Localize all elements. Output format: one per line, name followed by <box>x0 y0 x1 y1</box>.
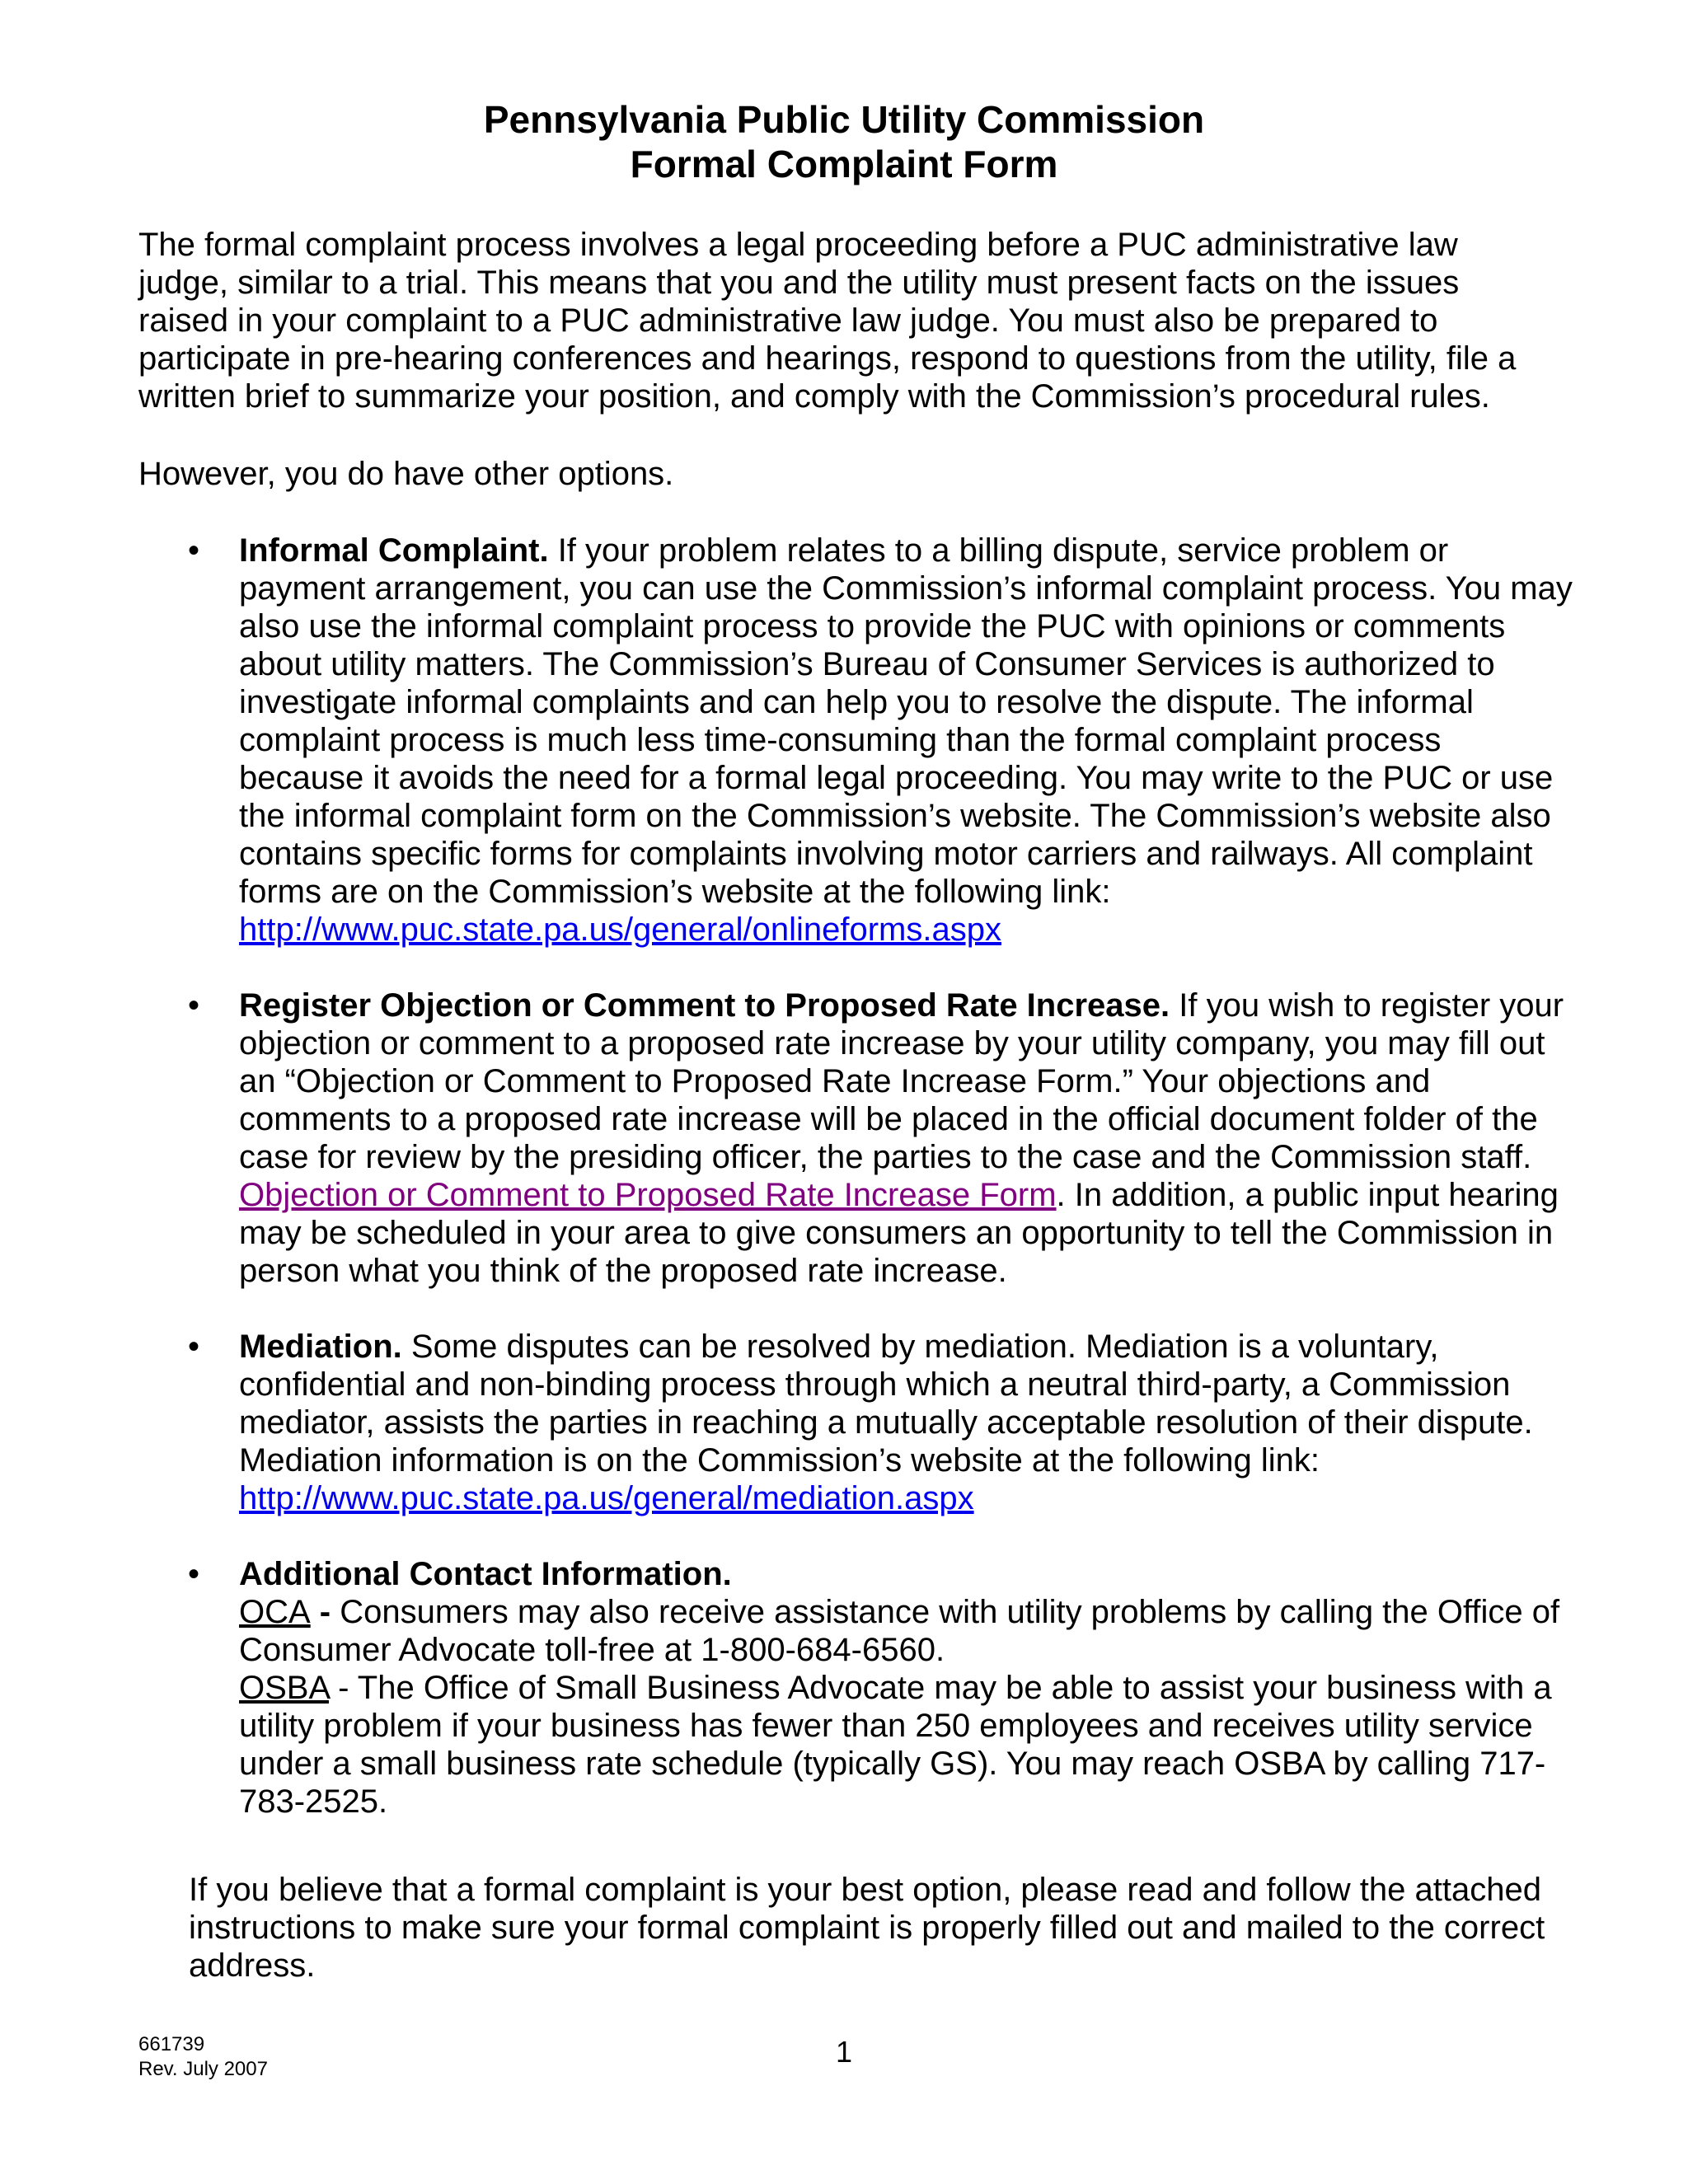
online-forms-link[interactable]: http://www.puc.state.pa.us/general/onlineforms.aspx <box>239 912 1001 948</box>
objection-form-link[interactable]: Objection or Comment to Proposed Rate Increase Form <box>239 1177 1057 1213</box>
mediation-text: Some disputes can be resolved by mediation. Mediation is a voluntary, confidential and non-binding process through which a neutral third-party, a Commission mediator, assists the parties in reaching a mutually acceptable resolution of their dispute. Mediation information is on the Commission’s website at the following link: <box>239 1329 1533 1479</box>
bullet-icon: • <box>188 532 200 569</box>
closing-paragraph: If you believe that a formal complaint is your best option, please read and follow the attached instructions to make sure your formal complaint is properly filled out and mailed to the correct address. <box>189 1872 1545 1984</box>
form-number: 661739 <box>138 2033 205 2055</box>
page-number: 1 <box>835 2035 853 2069</box>
mediation-heading: Mediation. <box>239 1329 402 1365</box>
mediation-link[interactable]: http://www.puc.state.pa.us/general/mediation.aspx <box>239 1480 974 1516</box>
options-list <box>138 532 1573 1858</box>
contact-heading: Additional Contact Information. <box>239 1556 732 1592</box>
title-line-2: Formal Complaint Form <box>630 143 1058 185</box>
bullet-mediation <box>138 1328 1573 1517</box>
bullet-additional-contact <box>138 1555 1573 1821</box>
bullet-icon: • <box>188 987 200 1024</box>
objection-heading: Register Objection or Comment to Proposed Rate Increase. <box>239 987 1170 1024</box>
bullet-icon: • <box>188 1329 200 1365</box>
title-line-1: Pennsylvania Public Utility Commission <box>483 98 1205 141</box>
objection-text-before: If you wish to register your objection or comment to a proposed rate increase by your utility company, you may fill out an “Objection or Comment to Proposed Rate Increase Form.” Your objections and comments to a proposed rate increase will be placed in the official document folder of the case for review by the presiding officer, the parties to the case and the Commission staff. <box>239 987 1564 1175</box>
document-title <box>0 97 1688 186</box>
osba-text: - The Office of Small Business Advocate may be able to assist your business with a utility problem if your business has fewer than 250 employees and receives utility service under a small business rate schedule (typically GS). You may reach OSBA by calling 717-783-2525. <box>239 1670 1552 1820</box>
objection-text-after: . In addition, a public input hearing may be scheduled in your area to give consumers an opportunity to tell the Commission in person what you think of the proposed rate increase. <box>239 1177 1559 1289</box>
revision-date: Rev. July 2007 <box>138 2058 268 2080</box>
osba-label: OSBA <box>239 1670 329 1706</box>
informal-complaint-heading: Informal Complaint. <box>239 532 549 569</box>
informal-complaint-text: If your problem relates to a billing dispute, service problem or payment arrangement, you can use the Commission’s informal complaint process. You may also use the informal complaint process to provide the PUC with opinions or comments about utility matters. The Commission’s Bureau of Consumer Services is authorized to investigate informal complaints and can help you to resolve the dispute. The informal complaint process is much less time-consuming than the formal complaint process because it avoids the need for a formal legal proceeding. You may write to the PUC or use the informal complaint form on the Commission’s website. The Commission’s website also contains specific forms for complaints involving motor carriers and railways. All complaint forms are on the Commission’s website at the following link: <box>239 532 1573 910</box>
options-line: However, you do have other options. <box>138 456 674 492</box>
oca-text: Consumers may also receive assistance with utility problems by calling the Office of Consumer Advocate toll-free at 1-800-684-6560. <box>239 1594 1560 1668</box>
bullet-informal-complaint <box>138 532 1573 949</box>
oca-label: OCA <box>239 1594 311 1630</box>
intro-paragraph: The formal complaint process involves a legal proceeding before a PUC administrative law judge, similar to a trial. This means that you and the utility must present facts on the issues raised in your complaint to a PUC administrative law judge. You must also be prepared to participate in pre-hearing conferences and hearings, respond to questions from the utility, file a written brief to summarize your position, and comply with the Commission’s procedural rules. <box>138 227 1517 415</box>
oca-dash: - <box>310 1594 331 1630</box>
bullet-rate-increase-objection <box>138 987 1573 1290</box>
bullet-icon: • <box>188 1556 200 1592</box>
